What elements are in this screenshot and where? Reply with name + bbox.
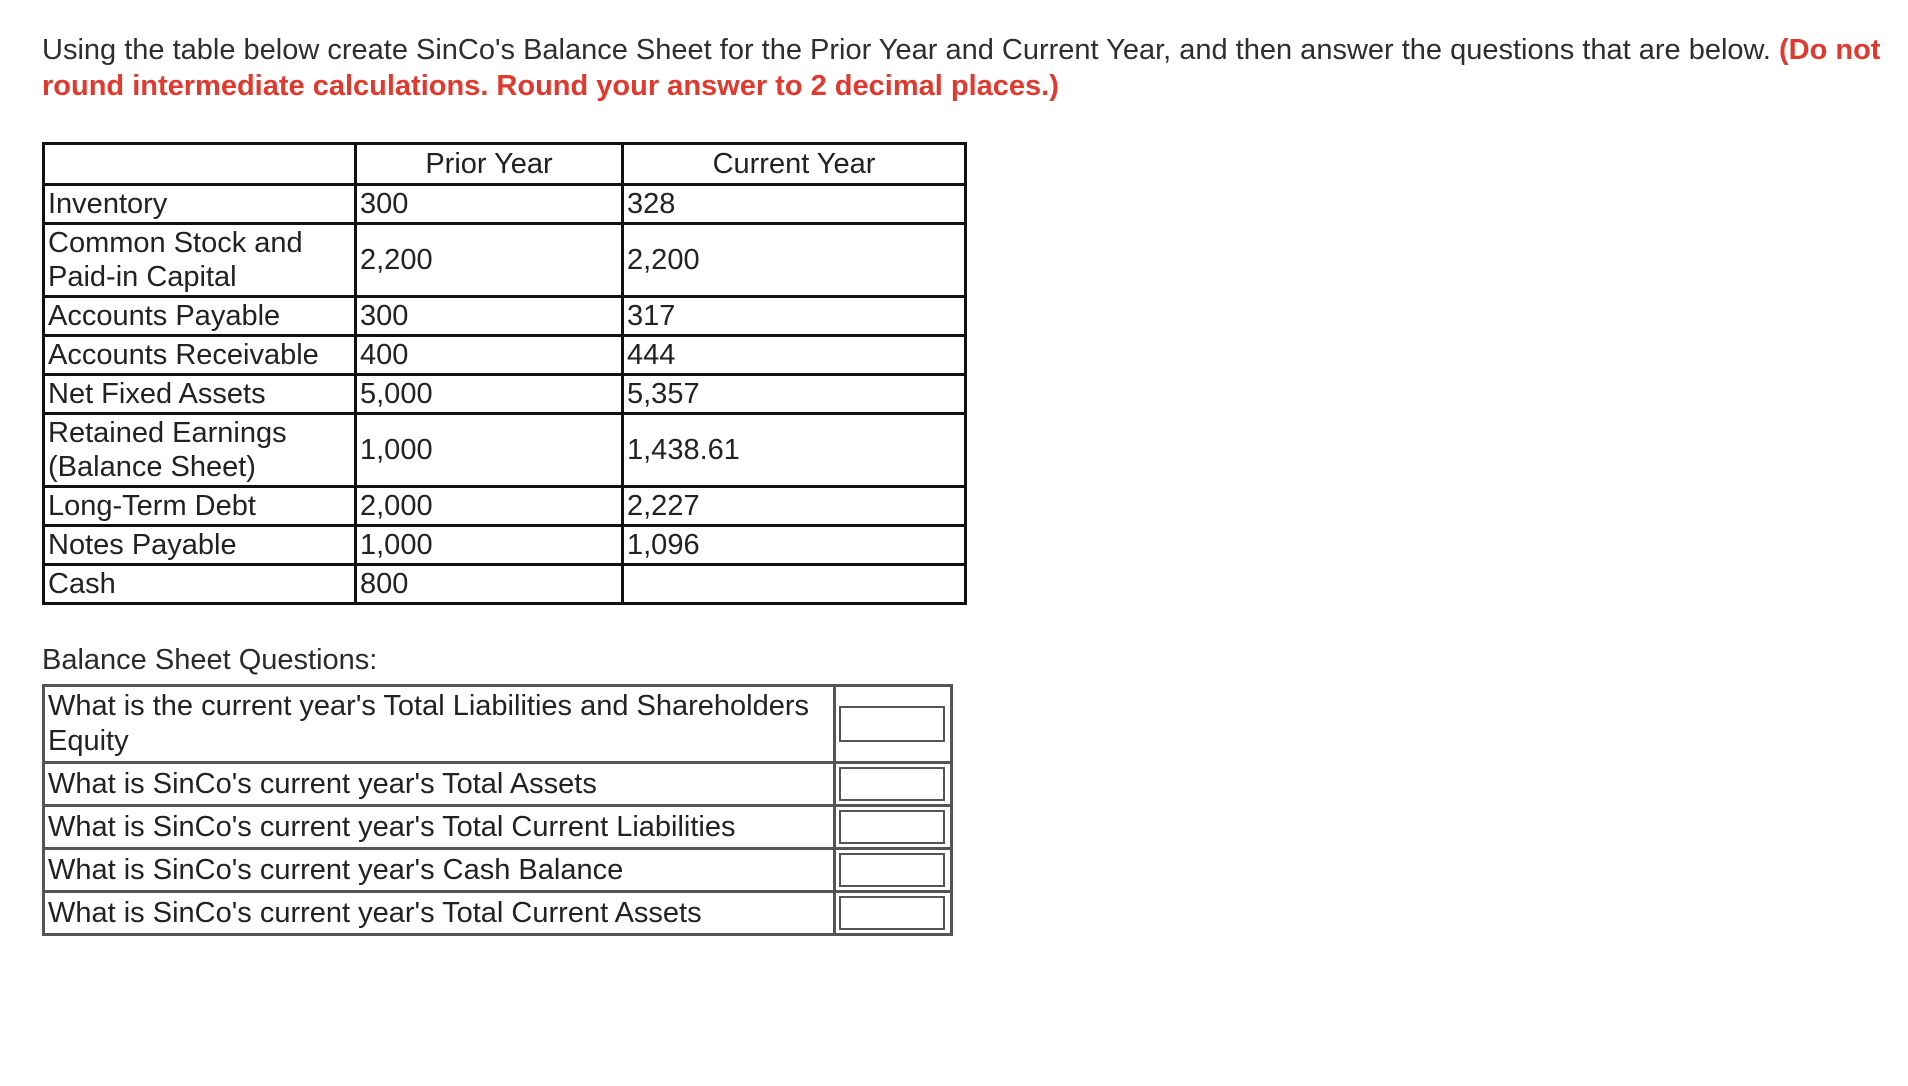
table-row xyxy=(44,375,966,414)
current-value: 317 xyxy=(623,297,966,336)
row-label: Net Fixed Assets xyxy=(44,375,356,414)
row-label: Notes Payable xyxy=(44,526,356,565)
prior-value: 400 xyxy=(356,336,623,375)
header-current-year: Current Year xyxy=(623,144,966,185)
answer-cell xyxy=(835,763,952,806)
header-prior-year: Prior Year xyxy=(356,144,623,185)
row-label: Inventory xyxy=(44,185,356,224)
current-value: 5,357 xyxy=(623,375,966,414)
prior-value: 5,000 xyxy=(356,375,623,414)
table-header-row xyxy=(44,144,966,185)
current-value: 2,200 xyxy=(623,224,966,297)
table-row xyxy=(44,526,966,565)
prior-value: 1,000 xyxy=(356,526,623,565)
current-value: 2,227 xyxy=(623,487,966,526)
instructions-emphasis: (Do not round intermediate calculations. Round your answer to 2 decimal places.) xyxy=(42,34,1881,102)
answer-cell xyxy=(835,686,952,763)
answer-input-total-liabilities-equity[interactable] xyxy=(839,706,945,742)
answer-cell xyxy=(835,806,952,849)
row-label: Accounts Payable xyxy=(44,297,356,336)
answer-input-total-assets[interactable] xyxy=(839,767,945,801)
current-value: 1,438.61 xyxy=(623,414,966,487)
header-blank xyxy=(44,144,356,185)
prior-value: 300 xyxy=(356,185,623,224)
table-row xyxy=(44,224,966,297)
balance-data-table xyxy=(42,142,967,605)
current-value xyxy=(623,565,966,604)
prior-value: 800 xyxy=(356,565,623,604)
prior-value: 300 xyxy=(356,297,623,336)
question-row xyxy=(44,806,952,849)
current-value: 328 xyxy=(623,185,966,224)
questions-table xyxy=(42,684,953,936)
row-label: Retained Earnings (Balance Sheet) xyxy=(44,414,356,487)
question-text: What is SinCo's current year's Cash Balance xyxy=(44,849,835,892)
answer-cell xyxy=(835,892,952,935)
question-row xyxy=(44,686,952,763)
question-text: What is the current year's Total Liabilities and Shareholders Equity xyxy=(44,686,835,763)
question-row xyxy=(44,849,952,892)
row-label: Long-Term Debt xyxy=(44,487,356,526)
questions-heading: Balance Sheet Questions: xyxy=(42,644,378,676)
prior-value: 1,000 xyxy=(356,414,623,487)
question-text: What is SinCo's current year's Total Assets xyxy=(44,763,835,806)
current-value: 444 xyxy=(623,336,966,375)
current-value: 1,096 xyxy=(623,526,966,565)
table-row xyxy=(44,487,966,526)
row-label: Common Stock and Paid-in Capital xyxy=(44,224,356,297)
instructions-text: Using the table below create SinCo's Balance Sheet for the Prior Year and Current Year, and then answer the questions that are below. xyxy=(42,34,1771,66)
table-row xyxy=(44,185,966,224)
prior-value: 2,000 xyxy=(356,487,623,526)
table-row xyxy=(44,414,966,487)
table-row xyxy=(44,336,966,375)
row-label: Cash xyxy=(44,565,356,604)
answer-input-cash-balance[interactable] xyxy=(839,853,945,887)
row-label: Accounts Receivable xyxy=(44,336,356,375)
answer-input-total-current-liabilities[interactable] xyxy=(839,810,945,844)
table-row xyxy=(44,297,966,336)
question-row xyxy=(44,763,952,806)
prior-value: 2,200 xyxy=(356,224,623,297)
answer-input-total-current-assets[interactable] xyxy=(839,896,945,930)
question-text: What is SinCo's current year's Total Current Liabilities xyxy=(44,806,835,849)
question-text: What is SinCo's current year's Total Current Assets xyxy=(44,892,835,935)
table-row xyxy=(44,565,966,604)
answer-cell xyxy=(835,849,952,892)
instructions xyxy=(42,32,1882,104)
question-row xyxy=(44,892,952,935)
